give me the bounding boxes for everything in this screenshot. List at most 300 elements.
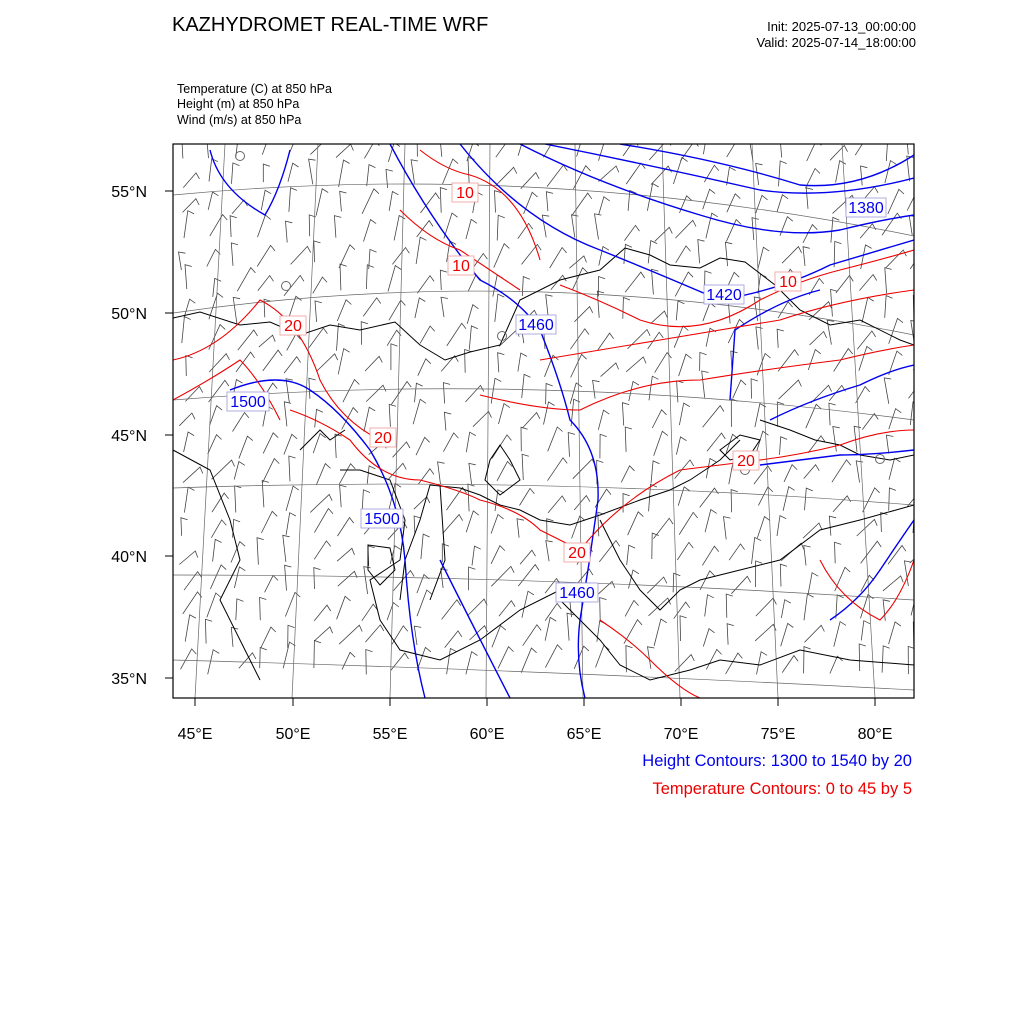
wind-barb xyxy=(909,384,924,399)
wind-barb xyxy=(315,409,323,427)
wind-barb xyxy=(803,247,810,266)
wind-barb xyxy=(288,163,299,182)
wind-barb xyxy=(835,542,842,563)
wind-barb xyxy=(262,136,274,155)
wind-barb xyxy=(600,434,607,458)
wind-barb xyxy=(599,197,610,215)
wind-barb xyxy=(258,276,274,291)
wind-barb xyxy=(179,551,198,565)
wind-barb xyxy=(309,159,316,184)
wind-barb xyxy=(236,599,244,620)
wind-barb xyxy=(655,227,673,241)
wind-barb xyxy=(724,517,731,540)
svg-text:10: 10 xyxy=(779,274,797,291)
wind-barb xyxy=(651,166,672,185)
wind-barb xyxy=(648,241,657,264)
wind-barb xyxy=(183,199,200,213)
wind-barb xyxy=(313,277,327,293)
wind-barb xyxy=(860,275,877,291)
wind-barb xyxy=(861,575,874,591)
wind-barb xyxy=(338,349,350,375)
wind-barb xyxy=(491,566,514,586)
wind-barb xyxy=(440,188,447,213)
wind-barb xyxy=(885,161,897,183)
wind-barb xyxy=(522,374,531,398)
wind-barb xyxy=(700,488,719,507)
wind-barb xyxy=(469,567,476,590)
lat-label: 40°N xyxy=(111,549,147,566)
wind-barb xyxy=(339,464,355,484)
wind-barb xyxy=(339,625,362,644)
wind-barb xyxy=(368,546,375,566)
wind-barb xyxy=(337,548,354,561)
wind-barb xyxy=(315,301,322,322)
wind-barb xyxy=(625,427,632,452)
wind-barb xyxy=(889,409,901,430)
wind-barb xyxy=(676,246,691,263)
wind-barb xyxy=(210,565,226,589)
wind-barb xyxy=(623,140,638,156)
wind-barb xyxy=(703,303,716,322)
wind-barb xyxy=(654,431,668,456)
wind-barb xyxy=(885,268,892,294)
wind-barb xyxy=(417,221,433,237)
wind-barb xyxy=(784,465,797,482)
wind-barb xyxy=(651,461,660,484)
wind-barb xyxy=(310,494,332,512)
wind-barb xyxy=(309,378,316,399)
wind-barb xyxy=(913,352,930,370)
height-label xyxy=(516,315,556,334)
wind-barb xyxy=(362,604,378,621)
wind-barb xyxy=(389,192,398,211)
wind-barb xyxy=(910,402,919,425)
wind-barb xyxy=(334,216,341,238)
wind-barb xyxy=(416,237,426,264)
wind-barb xyxy=(679,403,689,425)
wind-barb xyxy=(548,496,566,513)
wind-barb xyxy=(289,456,296,481)
wind-barb xyxy=(491,515,503,534)
wind-barb xyxy=(781,600,790,618)
temperature-label xyxy=(733,451,759,470)
wind-barb xyxy=(521,427,528,451)
temperature-label xyxy=(564,543,590,562)
wind-barb xyxy=(569,256,586,268)
wind-barb xyxy=(780,564,787,586)
wind-barb xyxy=(313,434,325,454)
wind-barb xyxy=(572,215,579,238)
wind-barb xyxy=(417,276,434,293)
svg-text:20: 20 xyxy=(374,430,392,447)
wind-barb xyxy=(366,265,373,289)
wind-barb xyxy=(316,464,330,485)
wind-barb xyxy=(445,631,462,648)
lon-label: 80°E xyxy=(857,726,893,743)
wind-barb xyxy=(439,130,446,157)
svg-text:20: 20 xyxy=(737,453,755,470)
wind-barb xyxy=(781,623,794,646)
wind-barb xyxy=(284,402,291,427)
temperature-label xyxy=(775,272,801,291)
wind-barb xyxy=(257,538,264,565)
wind-barb xyxy=(236,352,255,372)
wind-barb xyxy=(551,275,567,289)
temperature-label xyxy=(370,428,396,447)
wind-barb xyxy=(542,215,549,237)
wind-barb xyxy=(314,641,321,669)
wind-barb xyxy=(184,572,202,591)
wind-barb xyxy=(805,488,813,510)
wind-barb xyxy=(205,619,212,643)
wind-barb xyxy=(856,387,870,404)
wind-barb xyxy=(808,350,821,371)
wind-barb xyxy=(364,220,377,242)
wind-barb xyxy=(499,601,515,617)
wind-barb xyxy=(702,371,709,398)
wind-barb xyxy=(469,463,476,484)
wind-barb xyxy=(237,268,255,292)
wind-barb xyxy=(447,323,466,346)
wind-barb xyxy=(179,252,186,270)
wind-barb xyxy=(286,486,299,511)
wind-barb xyxy=(495,294,505,322)
wind-barb xyxy=(676,437,686,455)
wind-barb xyxy=(889,458,900,480)
wind-barb xyxy=(755,624,776,641)
field-temperature: Temperature (C) at 850 hPa xyxy=(177,82,332,96)
wind-barb xyxy=(337,300,351,321)
wind-barb xyxy=(284,275,304,295)
map-title: KAZHYDROMET REAL-TIME WRF xyxy=(172,14,489,36)
wind-barb xyxy=(779,161,787,186)
wind-barb xyxy=(444,412,451,430)
wind-barb xyxy=(417,647,431,670)
init-time: Init: 2025-07-13_00:00:00 xyxy=(767,19,916,34)
lon-label: 50°E xyxy=(275,726,311,743)
wind-barb xyxy=(263,350,282,371)
wind-barb xyxy=(363,298,381,317)
wind-barb xyxy=(700,571,715,590)
wind-barb xyxy=(726,653,743,674)
wind-barb xyxy=(468,599,488,616)
wind-barb xyxy=(649,376,659,400)
wind-barb xyxy=(208,435,222,454)
wind-barb xyxy=(546,541,553,562)
wind-barb xyxy=(286,513,296,535)
wind-barb xyxy=(518,138,529,156)
wind-barb xyxy=(915,438,932,455)
wind-barb xyxy=(499,404,510,424)
svg-text:10: 10 xyxy=(456,185,474,202)
wind-barb xyxy=(518,223,533,238)
wind-barb xyxy=(210,406,223,426)
wind-barb xyxy=(625,600,639,616)
wind-barb xyxy=(599,247,609,266)
wind-barb xyxy=(421,534,430,559)
wind-barb xyxy=(392,248,409,265)
wind-barb xyxy=(361,322,368,345)
wind-barb xyxy=(411,160,418,184)
wind-barb xyxy=(231,243,238,266)
wind-barb xyxy=(889,622,901,644)
wind-barb xyxy=(468,484,475,511)
wind-barb xyxy=(182,138,189,158)
wind-barb xyxy=(727,135,745,157)
wind-barb xyxy=(518,353,527,371)
wind-barb xyxy=(388,266,401,292)
wind-barb xyxy=(567,613,574,640)
wind-barb xyxy=(654,619,667,646)
wind-barb xyxy=(573,166,590,189)
wind-barb xyxy=(234,462,245,480)
wind-barb xyxy=(629,382,639,402)
wind-barb xyxy=(855,134,873,155)
wind-barb xyxy=(466,652,478,675)
wind-barb xyxy=(442,544,449,562)
wind-barb xyxy=(337,518,353,537)
wind-barb xyxy=(213,539,222,561)
wind-barb xyxy=(338,571,357,586)
wind-barb xyxy=(830,145,848,160)
wind-barb xyxy=(573,459,596,479)
wind-barb xyxy=(677,542,693,560)
lon-label: 60°E xyxy=(469,726,505,743)
wind-barb xyxy=(207,593,221,617)
wind-barb xyxy=(522,413,540,429)
wind-barb xyxy=(628,512,644,535)
wind-barb xyxy=(233,297,240,323)
wind-barb xyxy=(547,165,567,187)
wind-barb xyxy=(626,357,646,372)
wind-barb xyxy=(861,166,868,186)
lon-label: 55°E xyxy=(372,726,408,743)
wind-barb xyxy=(728,319,744,343)
wind-barb xyxy=(751,379,758,399)
wind-barb xyxy=(314,241,321,262)
wind-barb xyxy=(808,573,818,594)
wind-barb xyxy=(416,437,430,455)
svg-text:20: 20 xyxy=(284,318,302,335)
wind-barb xyxy=(420,326,435,343)
wind-barb xyxy=(342,652,355,669)
wind-barb xyxy=(863,488,880,512)
wind-barb xyxy=(391,344,398,370)
wind-barb xyxy=(577,135,589,157)
wind-barb xyxy=(413,399,426,424)
wind-barb xyxy=(859,644,866,671)
wind-barb xyxy=(183,467,203,483)
wind-barb xyxy=(907,156,914,181)
wind-barb xyxy=(652,410,666,428)
wind-barb xyxy=(829,385,845,401)
wind-barb xyxy=(469,326,478,350)
wind-barb xyxy=(466,385,484,402)
lon-label: 70°E xyxy=(663,726,699,743)
wind-barb xyxy=(467,305,478,324)
wind-barb xyxy=(441,297,448,317)
wind-barb xyxy=(183,592,202,614)
wind-barb xyxy=(284,434,297,454)
wind-barb xyxy=(339,160,350,187)
wind-barb xyxy=(468,157,475,184)
wind-barb xyxy=(287,334,301,350)
wind-barb xyxy=(265,575,278,592)
wind-barb xyxy=(881,513,888,533)
wind-barb xyxy=(418,359,431,376)
wind-barb xyxy=(523,625,541,646)
wind-barb xyxy=(362,189,379,214)
wind-barb xyxy=(599,166,619,182)
lon-label: 75°E xyxy=(760,726,796,743)
wind-barb xyxy=(496,167,517,185)
wind-barb xyxy=(572,516,586,538)
wind-barb xyxy=(780,437,788,455)
wind-barb xyxy=(310,135,333,154)
wind-barb xyxy=(391,382,411,405)
wind-barb xyxy=(517,519,524,538)
wind-barb xyxy=(239,436,253,458)
wind-barb xyxy=(835,567,851,591)
wind-barb xyxy=(443,515,463,534)
wind-barb xyxy=(233,413,249,432)
wind-barb xyxy=(777,516,786,536)
wind-barb xyxy=(806,188,813,209)
wind-barb xyxy=(834,622,846,647)
lon-label: 45°E xyxy=(177,726,213,743)
wind-barb xyxy=(186,356,193,376)
wind-barb xyxy=(235,486,242,513)
temperature-label xyxy=(280,316,306,335)
wind-barb xyxy=(731,576,750,593)
wind-barb xyxy=(857,519,878,536)
wind-barb xyxy=(804,465,820,479)
wind-barb xyxy=(340,191,347,211)
wind-barb xyxy=(468,275,481,291)
wind-barb xyxy=(183,173,199,188)
wind-barb xyxy=(466,511,479,532)
wind-barb xyxy=(757,354,770,376)
wind-barb xyxy=(883,576,903,591)
wind-barb xyxy=(365,356,382,371)
wind-barb xyxy=(598,410,609,430)
wind-barb xyxy=(494,244,510,268)
wind-barb xyxy=(726,594,733,618)
wind-barb xyxy=(466,432,476,452)
wind-barb xyxy=(888,189,904,214)
wind-barb xyxy=(752,538,762,565)
wind-barb xyxy=(386,169,393,188)
lat-label: 50°N xyxy=(111,306,147,323)
wind-barb xyxy=(679,512,697,534)
wind-barb xyxy=(647,184,658,211)
wind-barb xyxy=(185,265,192,289)
wind-barb xyxy=(910,549,928,563)
svg-text:1500: 1500 xyxy=(364,511,400,528)
lat-label: 55°N xyxy=(111,184,147,201)
wind-barb xyxy=(548,427,563,451)
wind-barb xyxy=(498,647,514,669)
wind-barb xyxy=(803,225,817,243)
wind-barb xyxy=(783,487,795,511)
wind-barb xyxy=(705,510,717,533)
wind-barb xyxy=(258,215,271,237)
wind-barb xyxy=(314,568,321,589)
wind-barb xyxy=(886,435,893,454)
wind-barb xyxy=(415,383,423,402)
wind-barb xyxy=(520,488,535,505)
wind-barb xyxy=(907,136,914,154)
wind-barb xyxy=(598,277,605,297)
wind-barb xyxy=(861,621,870,641)
wind-barb xyxy=(649,484,657,511)
wind-barb xyxy=(340,264,347,290)
wind-barb xyxy=(628,330,651,349)
wind-barb xyxy=(291,246,311,264)
wind-barb xyxy=(179,413,195,426)
wind-barb xyxy=(522,277,530,296)
wind-barb xyxy=(804,594,814,620)
wind-barb xyxy=(910,248,928,269)
wind-barb xyxy=(335,434,342,458)
wind-barb xyxy=(805,625,825,642)
wind-barb xyxy=(337,596,351,619)
wind-barb xyxy=(340,485,347,507)
lat-label: 45°N xyxy=(111,428,147,445)
wind-barb xyxy=(262,481,269,508)
wind-barb xyxy=(492,626,506,648)
wind-barb xyxy=(234,567,245,588)
wind-barb xyxy=(859,346,873,370)
wind-barb xyxy=(651,311,667,323)
wind-barb xyxy=(263,433,278,454)
wind-barb xyxy=(366,385,386,401)
wind-barb xyxy=(417,590,432,616)
wind-barb xyxy=(497,215,505,240)
wind-barb xyxy=(884,378,891,404)
wind-barb xyxy=(387,603,399,621)
height-label xyxy=(704,285,744,304)
wind-barb xyxy=(185,615,196,642)
wind-barb xyxy=(598,333,614,350)
height-contours-note: Height Contours: 1300 to 1540 by 20 xyxy=(642,752,912,770)
wind-barb xyxy=(703,629,714,647)
wind-barb xyxy=(184,487,194,512)
wind-barb xyxy=(182,317,191,344)
temperature-label xyxy=(448,256,474,275)
wind-barb xyxy=(627,545,635,565)
graticule xyxy=(173,144,914,698)
wind-barb xyxy=(440,270,447,290)
wind-barb xyxy=(208,650,220,675)
wind-barb xyxy=(677,381,684,403)
wind-barb xyxy=(438,462,445,484)
wind-barb xyxy=(781,543,804,561)
svg-text:1500: 1500 xyxy=(230,394,266,411)
wind-barb xyxy=(675,220,696,238)
wind-barb xyxy=(779,380,802,399)
wind-barb xyxy=(914,456,923,478)
wind-barb xyxy=(521,648,536,673)
wind-barb xyxy=(861,541,882,563)
wind-barb xyxy=(679,354,692,376)
wind-barb xyxy=(623,494,630,513)
wind-barb xyxy=(624,225,639,240)
wind-barb xyxy=(263,459,280,483)
wind-barb xyxy=(314,509,333,533)
wind-barb xyxy=(316,354,337,372)
wind-barb xyxy=(212,460,235,479)
